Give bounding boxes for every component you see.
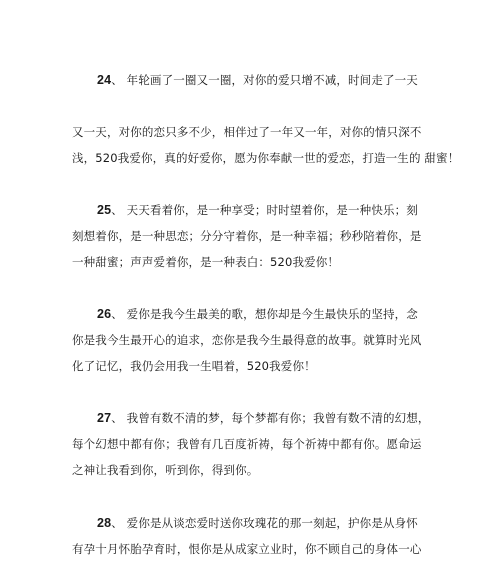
- paragraph-number: 25: [97, 203, 112, 217]
- paragraph-24-line-2: 又一天，对你的恋只多不少，相伴过了一年又一年，对你的情只深不: [72, 125, 422, 139]
- paragraph-27-line-1: [97, 410, 430, 426]
- line-text: 、 爱你是从谈恋爱时送你玫瑰花的那一刻起，护你是从身怀: [111, 516, 418, 530]
- line-text: 、 天天看着你，是一种享受；时时望着你，是一种快乐；刻: [111, 203, 418, 217]
- paragraph-26-line-2: 你是我今生最开心的追求，恋你是我今生最得意的故事。就算时光风: [72, 333, 422, 347]
- paragraph-24-line-3: 浅，520我爱你，真的好爱你，愿为你奉献一世的爱恋，打造一生的 甜蜜！: [72, 151, 460, 165]
- paragraph-24-line-1: [97, 72, 418, 88]
- paragraph-number: 27: [97, 411, 112, 425]
- paragraph-25-line-2: 刻想着你，是一种思恋；分分守着你，是一种幸福；秒秒陪着你，是: [72, 229, 422, 243]
- paragraph-number: 26: [97, 307, 112, 321]
- paragraph-number: 28: [97, 516, 112, 530]
- line-text: 、 我曾有数不清的梦，每个梦都有你；我曾有数不清的幻想，: [111, 411, 430, 425]
- paragraph-25-line-3: 一种甜蜜；声声爱着你，是一种表白：520我爱你！: [72, 255, 340, 269]
- paragraph-25-line-1: [97, 202, 418, 218]
- line-text: 、 爱你是我今生最美的歌，想你却是今生最快乐的坚持，念: [111, 307, 418, 321]
- paragraph-number: 24: [97, 73, 112, 87]
- line-text: 、 年轮画了一圈又一圈，对你的爱只增不减，时间走了一天: [111, 73, 418, 87]
- paragraph-27-line-3: 之神让我看到你，听到你，得到你。: [72, 463, 259, 477]
- paragraph-28-line-1: [97, 515, 418, 531]
- paragraph-26-line-3: 化了记忆，我仍会用我一生唱着，520我爱你！: [72, 359, 316, 373]
- paragraph-28-line-2: 有孕十月怀胎孕育时，恨你是从成家立业时，你不顾自己的身体一心: [72, 542, 422, 556]
- paragraph-27-line-2: 每个幻想中都有你；我曾有几百度祈祷，每个祈祷中都有你。愿命运: [72, 437, 422, 451]
- paragraph-26-line-1: [97, 306, 418, 322]
